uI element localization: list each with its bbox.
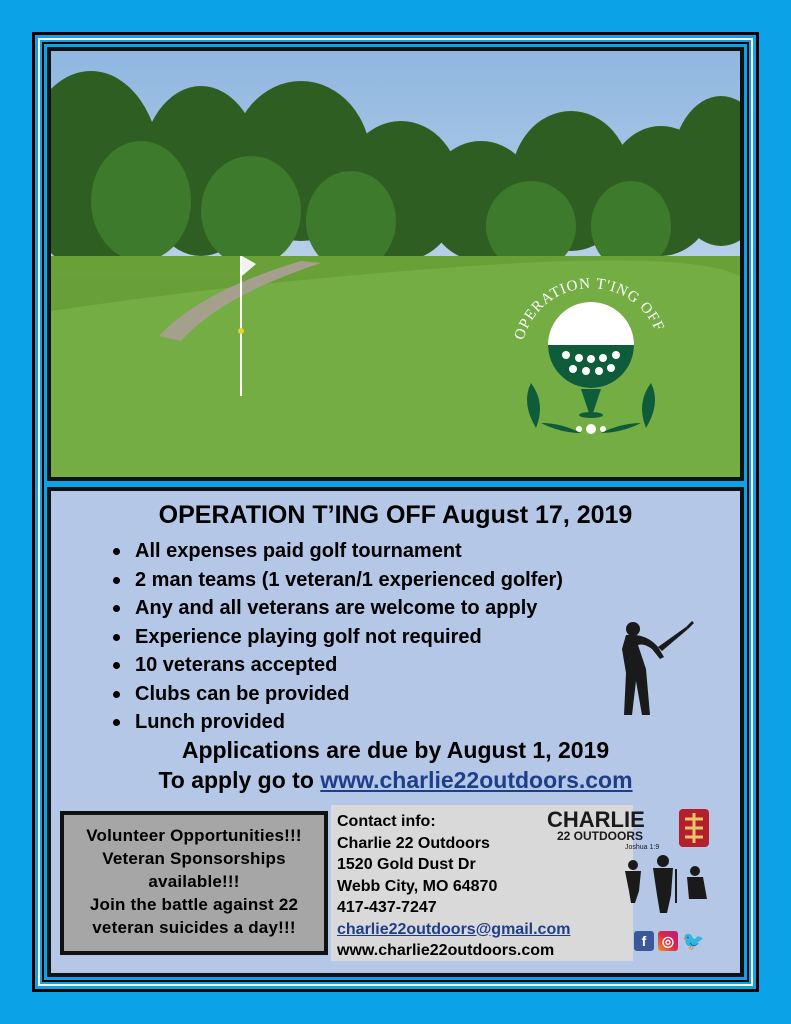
contact-heading: Contact info: — [337, 813, 436, 830]
volunteer-box — [60, 811, 328, 955]
golf-course-photo — [47, 47, 744, 481]
list-item: Experience playing golf not required — [111, 623, 563, 652]
brand-name: CHARLIE — [547, 807, 645, 832]
instagram-icon[interactable]: ◎ — [658, 931, 678, 951]
charlie22-brand-logo — [547, 803, 713, 923]
social-icons — [634, 931, 705, 951]
twitter-icon[interactable]: 🐦 — [682, 931, 705, 951]
application-due-date: Applications are due by August 1, 2019 — [181, 737, 610, 763]
volunteer-line: Volunteer Opportunities!!! — [86, 826, 302, 845]
event-headline: OPERATION T’ING OFF August 17, 2019 — [158, 501, 633, 529]
volunteer-line: Join the battle against 22 — [89, 895, 299, 914]
contact-email-link[interactable]: charlie22outdoors@gmail.com — [337, 920, 571, 938]
operation-ting-off-logo-icon — [491, 263, 691, 463]
brand-sub: 22 OUTDOORS — [557, 829, 644, 843]
soldiers-silhouette-icon — [625, 855, 707, 913]
list-item: 2 man teams (1 veteran/1 experienced golfer) — [111, 566, 563, 595]
contact-website: www.charlie22outdoors.com — [337, 942, 555, 959]
list-item: 10 veterans accepted — [111, 651, 563, 680]
list-item: Clubs can be provided — [111, 680, 563, 709]
volunteer-line: Veteran Sponsorships — [102, 849, 286, 868]
volunteer-line: veteran suicides a day!!! — [92, 918, 296, 937]
logo-ring-text: OPERATION T'ING OFF — [511, 275, 668, 342]
contact-city: Webb City, MO 64870 — [337, 877, 498, 895]
contact-street: 1520 Gold Dust Dr — [337, 856, 476, 873]
list-item: Lunch provided — [111, 708, 563, 737]
apply-website-link[interactable]: www.charlie22outdoors.com — [320, 767, 633, 793]
contact-org: Charlie 22 Outdoors — [337, 834, 490, 852]
facebook-icon[interactable]: f — [634, 931, 654, 951]
list-item: All expenses paid golf tournament — [111, 537, 563, 566]
golfer-silhouette-icon — [616, 619, 696, 719]
list-item: Any and all veterans are welcome to apply — [111, 594, 563, 623]
contact-phone: 417-437-7247 — [337, 899, 437, 916]
brand-verse: Joshua 1:9 — [625, 844, 660, 851]
apply-line — [51, 767, 740, 794]
info-panel — [47, 487, 744, 977]
event-bullet-list — [111, 537, 563, 737]
volunteer-line: available!!! — [148, 872, 240, 891]
apply-prefix: To apply go to — [158, 767, 314, 793]
